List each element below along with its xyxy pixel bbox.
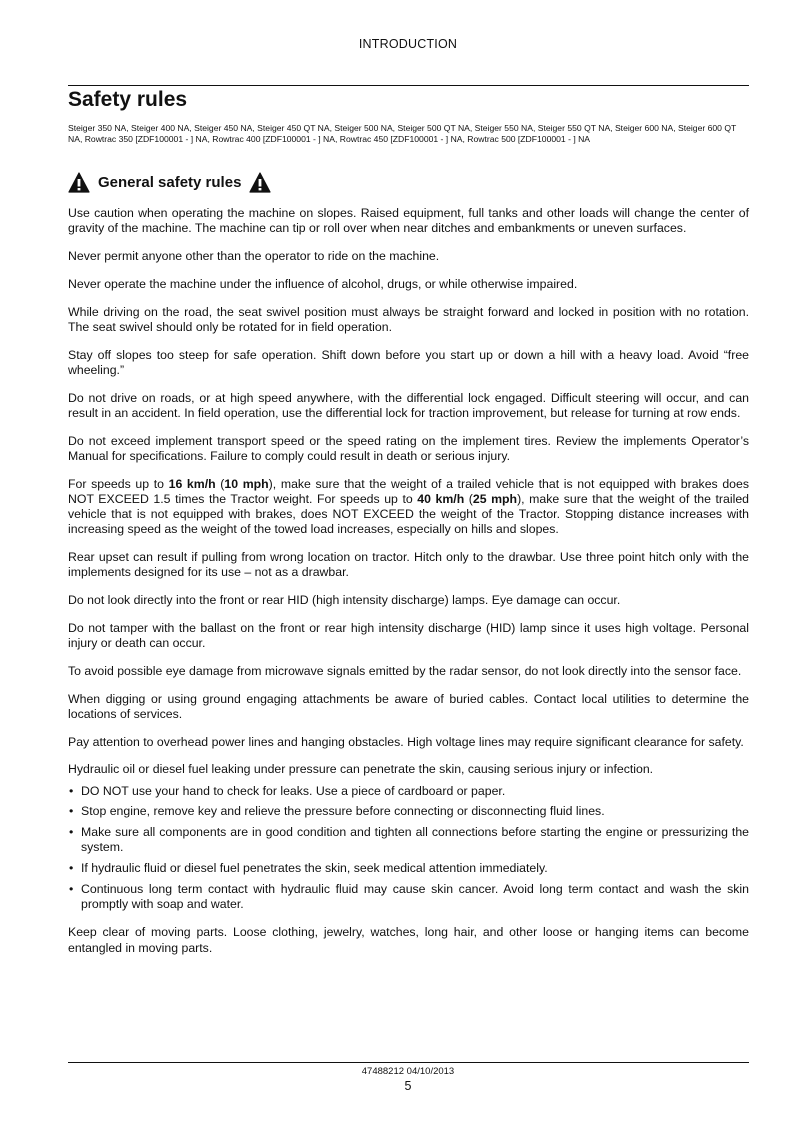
paragraph-buried-cables: When digging or using ground engaging attachments be aware of buried cables. Contact local utilities to determine the locations of services. <box>68 691 749 721</box>
paragraph-hid-lamps: Do not look directly into the front or rear HID (high intensity discharge) lamps. Eye damage can occur. <box>68 593 621 607</box>
list-item: • Continuous long term contact with hydraulic fluid may cause skin cancer. Avoid long term contact and wash the skin promptly with soap and water. <box>68 882 749 912</box>
text-run: ), make sure that the weight of the trailed vehicle that is not equipped with brakes, does NOT EXCEED the weight of the Tractor. Stopping distance increases with increasing speed as the weight of the towed load increases, especially on hills and slopes. <box>68 491 750 537</box>
paragraph-trailed-weight <box>68 477 749 538</box>
paragraph-steep-slopes: Stay off slopes too steep for safe operation. Shift down before you start up or down a hill with a heavy load. Avoid “free wheeling.” <box>68 347 749 377</box>
text-run: For speeds up to <box>68 476 169 491</box>
paragraph-implement-speed: Do not exceed implement transport speed or the speed rating on the implement tires. Review the implements Operator’s Manual for specifications. Failure to comply could result in death or serious injury. <box>68 433 749 463</box>
page-number: 5 <box>404 1079 412 1093</box>
paragraph-differential-lock: Do not drive on roads, or at high speed anywhere, with the differential lock engaged. Difficult steering will occur, and can result in an accident. In field operation, use the differential lock for traction improvement, but release for turning at row ends. <box>68 390 749 420</box>
warning-triangle-icon <box>249 172 271 193</box>
section-heading <box>68 172 271 193</box>
section-heading-text: General safety rules <box>98 174 242 191</box>
page-title: Safety rules <box>68 88 188 111</box>
speed-value: 10 mph <box>224 476 269 491</box>
paragraph-hid-voltage: Do not tamper with the ballast on the front or rear high intensity discharge (HID) lamp since it uses high voltage. Personal injury or death can occur. <box>68 620 749 650</box>
safety-rules-body <box>68 206 749 968</box>
paragraph-moving-parts: Keep clear of moving parts. Loose clothing, jewelry, watches, long hair, and other loose or hanging items can become entangled in moving parts. <box>68 925 749 955</box>
paragraph-power-lines: Pay attention to overhead power lines and hanging obstacles. High voltage lines may require significant clearance for safety. <box>68 734 744 749</box>
header-rule <box>68 85 749 86</box>
text-run: ( <box>215 476 225 491</box>
paragraph-rear-upset: Rear upset can result if pulling from wrong location on tractor. Hitch only to the drawbar. Use three point hitch only with the implements designed for its use – not as a drawbar. <box>68 550 749 580</box>
list-item: • Make sure all components are in good condition and tighten all connections before starting the engine or pressurizing the system. <box>68 825 749 855</box>
paragraph-riders: Never permit anyone other than the operator to ride on the machine. <box>68 249 440 263</box>
speed-value: 16 km/h <box>168 476 216 491</box>
hydraulic-safety-list <box>68 784 749 913</box>
footer-rule <box>68 1062 749 1063</box>
running-header: INTRODUCTION <box>358 37 458 51</box>
paragraph-radar-sensor: To avoid possible eye damage from microwave signals emitted by the radar sensor, do not look directly into the sensor face. <box>68 663 742 678</box>
model-applicability: Steiger 350 NA, Steiger 400 NA, Steiger 450 NA, Steiger 450 QT NA, Steiger 500 NA, Steiger 500 QT NA, Steiger 550 NA, Steiger 550 QT NA, Steiger 600 NA, Steiger 600 QT NA, Rowtrac 350 [ZDF100001 - ] NA, Rowtrac 400 [ZDF100001 - ] NA, Rowtrac 450 [ZDF100001 - ] NA, Rowtrac 500 [ZDF100001 - ] NA <box>68 123 737 145</box>
warning-triangle-icon <box>68 172 90 193</box>
list-item: • Stop engine, remove key and relieve the pressure before connecting or disconnecting fluid lines. <box>68 804 749 819</box>
paragraph-impairment: Never operate the machine under the influence of alcohol, drugs, or while otherwise impaired. <box>68 276 578 291</box>
list-item: • DO NOT use your hand to check for leaks. Use a piece of cardboard or paper. <box>68 784 749 799</box>
paragraph-seat-swivel: While driving on the road, the seat swivel position must always be straight forward and locked in position with no rotation. The seat swivel should only be rotated for in field operation. <box>68 304 749 334</box>
list-item: • If hydraulic fluid or diesel fuel penetrates the skin, seek medical attention immediately. <box>68 861 749 876</box>
document-code: 47488212 04/10/2013 <box>361 1066 455 1077</box>
speed-value: 25 mph <box>472 491 518 506</box>
speed-value: 40 km/h <box>417 491 465 506</box>
text-run: ), make sure that the weight of a trailed vehicle that is not equipped with brakes does NOT EXCEED 1.5 times the Tractor weight. For speeds up to <box>68 476 750 506</box>
paragraph-slopes: Use caution when operating the machine on slopes. Raised equipment, full tanks and other loads will change the center of gravity of the machine. The machine can tip or roll over when near ditches and embankments or uneven surfaces. <box>68 206 749 236</box>
text-run: ( <box>464 491 473 506</box>
paragraph-hydraulic-leaks: Hydraulic oil or diesel fuel leaking under pressure can penetrate the skin, causing serious injury or infection. <box>68 762 654 777</box>
